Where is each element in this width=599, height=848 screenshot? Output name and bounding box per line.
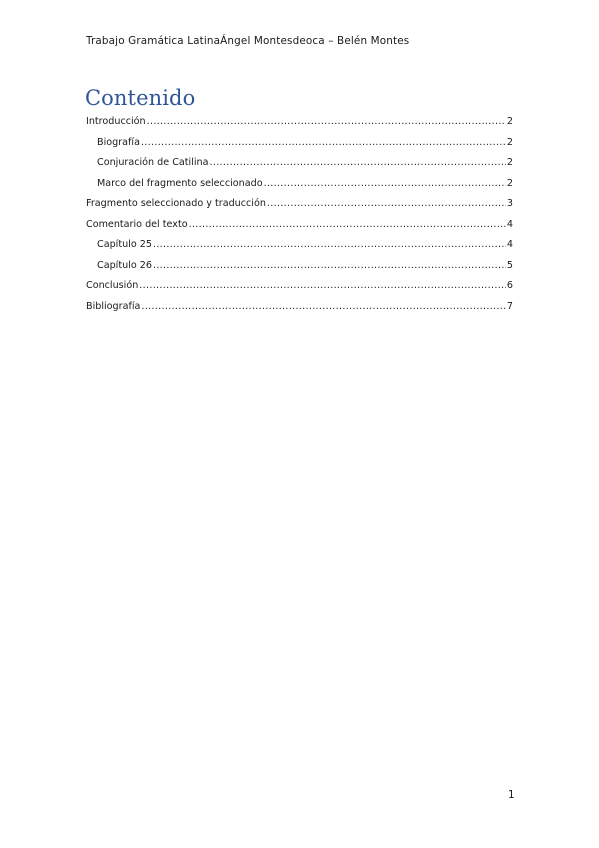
dot-leader <box>189 215 506 236</box>
toc-entry-page: 6 <box>506 280 513 291</box>
toc-entry-label: Marco del fragmento seleccionado <box>97 177 263 189</box>
toc-entry-capitulo-26[interactable] <box>86 256 513 277</box>
dot-leader <box>147 112 506 133</box>
toc-entry-biografia[interactable] <box>86 133 513 154</box>
toc-entry-conjuracion[interactable] <box>86 153 513 174</box>
toc-entry-label: Capítulo 26 <box>97 259 152 271</box>
toc-entry-page: 4 <box>506 239 513 250</box>
page-header: Trabajo Gramática LatinaÁngel Montesdeoca – Belén Montes <box>86 35 410 47</box>
toc-entry-label: Bibliografía <box>86 300 141 312</box>
dot-leader <box>141 297 506 318</box>
toc-entry-label: Fragmento seleccionado y traducción <box>86 198 266 209</box>
toc-entry-page: 2 <box>506 157 513 168</box>
toc-entry-page: 2 <box>506 177 513 189</box>
toc-entry-marco[interactable] <box>86 174 513 195</box>
toc-entry-capitulo-25[interactable] <box>86 235 513 256</box>
dot-leader <box>210 153 506 174</box>
dot-leader <box>153 235 506 256</box>
toc-entry-label: Conjuración de Catilina <box>97 157 209 168</box>
toc-entry-label: Comentario del texto <box>86 218 188 230</box>
toc-title: Contenido <box>85 86 196 110</box>
dot-leader <box>264 174 506 195</box>
dot-leader <box>153 256 506 277</box>
toc-entry-page: 3 <box>506 198 513 209</box>
toc-entry-page: 2 <box>506 136 513 148</box>
toc-entry-label: Biografía <box>97 136 140 148</box>
page-number: 1 <box>508 789 515 801</box>
toc-entry-label: Capítulo 25 <box>97 239 152 250</box>
toc-entry-label: Conclusión <box>86 280 139 291</box>
toc-entry-page: 4 <box>506 218 513 230</box>
toc-entry-bibliografia[interactable] <box>86 297 513 318</box>
dot-leader <box>267 194 506 215</box>
toc-entry-page: 5 <box>506 259 513 271</box>
dot-leader <box>141 133 506 154</box>
toc-entry-page: 7 <box>506 300 513 312</box>
table-of-contents <box>86 112 513 317</box>
dot-leader <box>139 276 506 297</box>
toc-entry-comentario[interactable] <box>86 215 513 236</box>
toc-entry-conclusion[interactable] <box>86 276 513 297</box>
toc-entry-introduccion[interactable] <box>86 112 513 133</box>
toc-entry-fragmento[interactable] <box>86 194 513 215</box>
toc-entry-page: 2 <box>506 116 513 127</box>
toc-entry-label: Introducción <box>86 116 146 127</box>
